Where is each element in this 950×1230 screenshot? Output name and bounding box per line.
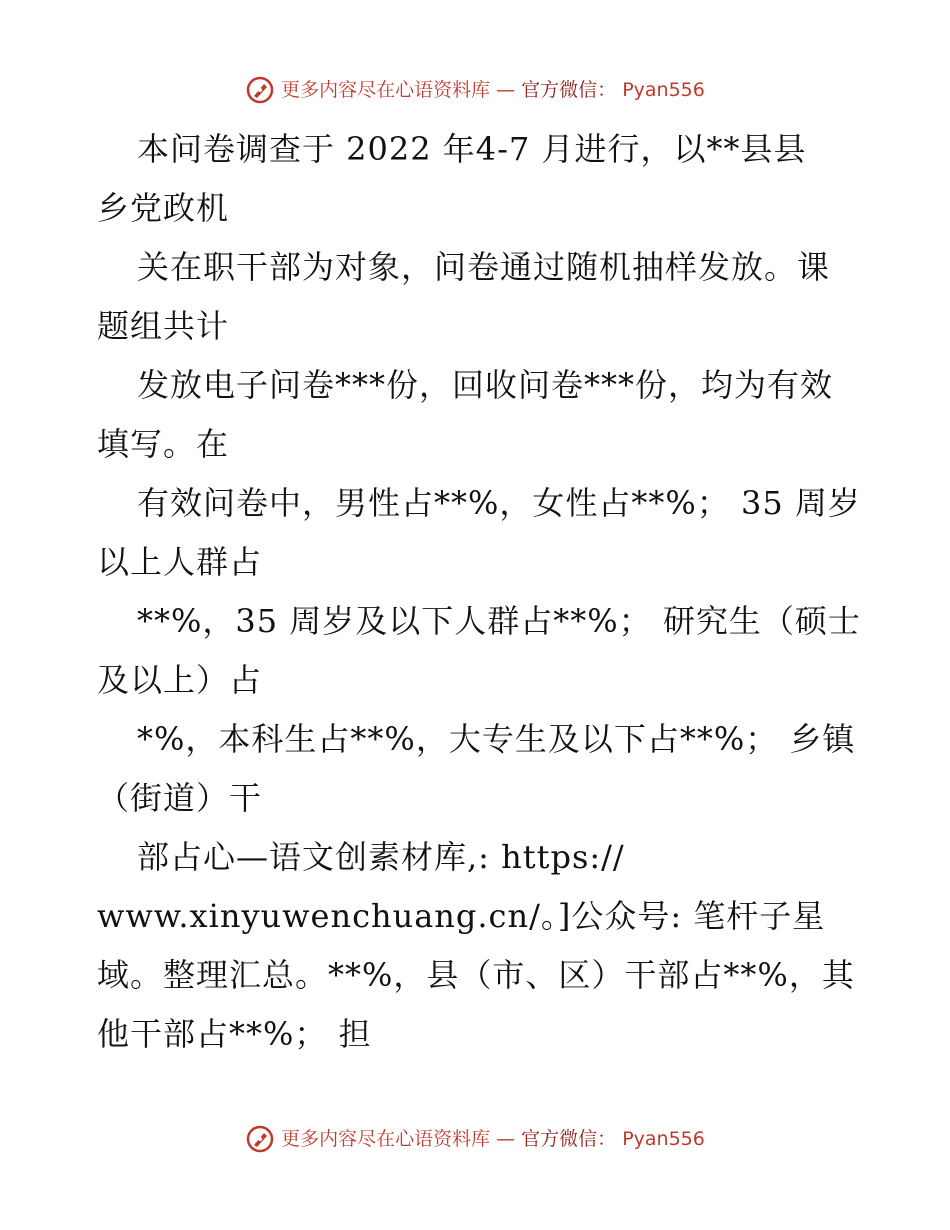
text-line: 本问卷调查于 2022 年4-7 月进行，以**县县 [137,130,807,168]
text-line: （街道）干 [97,779,263,817]
text-line: www.xinyuwenchuang.cn/。]公众号: 笔杆子星 [97,897,826,935]
text-line: 关在职干部为对象，问卷通过随机抽样发放。课 [137,248,831,286]
text-line: 乡党政机 [97,189,230,227]
banner-brand-text: 更多内容尽在心语资料库 [281,1128,491,1150]
text-line: *%，本科生占**%，大专生及以下占**%； 乡镇 [137,720,856,758]
pen-nib-logo-icon [245,75,275,105]
text-line: 他干部占**%； 担 [97,1015,372,1053]
text-line: 域。整理汇总。**%，县（市、区）干部占**%，其 [97,956,855,994]
text-line: 有效问卷中，男性占**%，女性占**%； 35 周岁 [137,484,861,522]
text-line: 填写。在 [97,425,230,463]
text-line: 及以上）占 [97,661,263,699]
banner-dash: — [496,1128,516,1150]
text-line: 发放电子问卷***份，回收问卷***份，均为有效 [137,366,834,404]
pen-nib-logo-icon [245,1124,275,1154]
banner-brand-text: 更多内容尽在心语资料库 [281,79,491,101]
header-banner [0,75,950,105]
text-line: **%，35 周岁及以下人群占**%； 研究生（硕士 [137,602,861,640]
banner-account-label: 官方微信： [521,1128,617,1150]
banner-account-label: 官方微信： [521,79,617,101]
banner-account-id: Pyan556 [622,1128,705,1150]
banner-dash: — [496,79,516,101]
text-line: 部占心—语文创素材库,: https:// [137,838,625,876]
footer-banner [0,1124,950,1154]
document-body [97,120,861,1064]
banner-account-id: Pyan556 [622,79,705,101]
text-line: 以上人群占 [97,543,263,581]
text-line: 题组共计 [97,307,230,345]
